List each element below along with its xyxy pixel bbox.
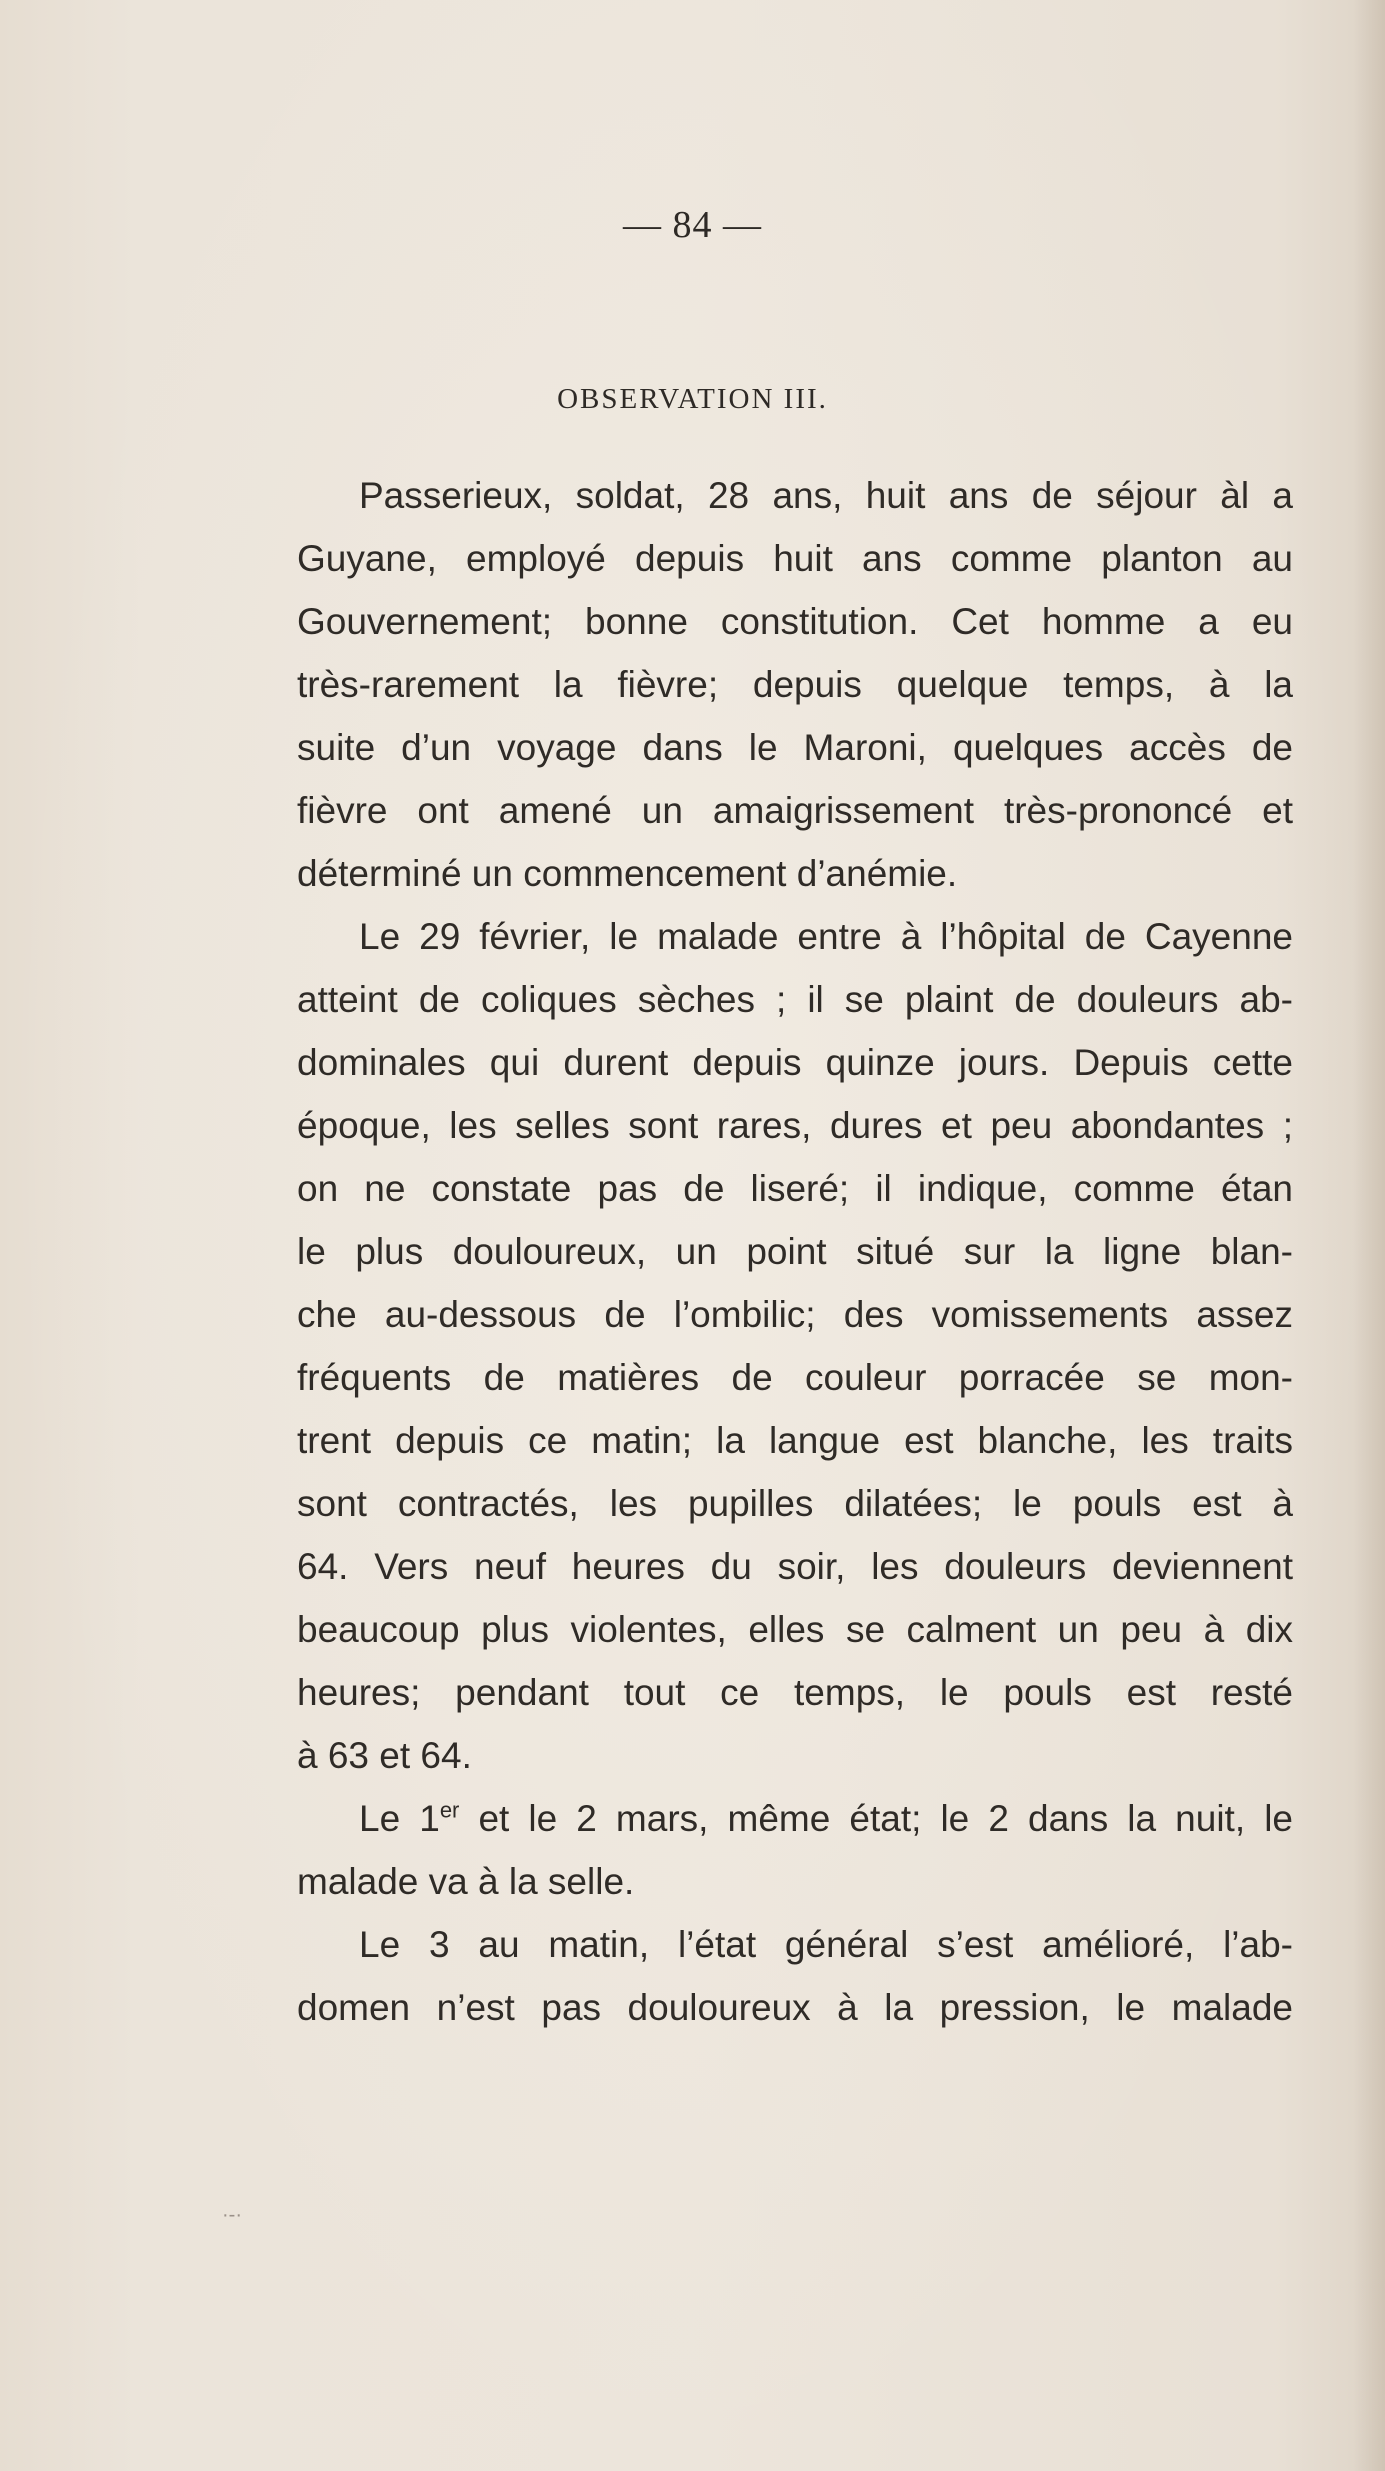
text-line: Gouvernement; bonne constitution. Cet homme a eu: [297, 601, 1293, 642]
text-line: à 63 et 64.: [297, 1735, 472, 1776]
text-line: sont contractés, les pupilles dilatées; le pouls est à: [297, 1483, 1293, 1524]
text-line: atteint de coliques sèches ; il se plaint de douleurs ab-: [297, 979, 1293, 1020]
text-line: heures; pendant tout ce temps, le pouls est resté: [297, 1672, 1293, 1713]
text-line: Passerieux, soldat, 28 ans, huit ans de séjour àl a: [359, 475, 1293, 516]
text-line: Le 3 au matin, l’état général s’est amélioré, l’ab-: [359, 1924, 1293, 1965]
text-line: très-rarement la fièvre; depuis quelque temps, à la: [297, 664, 1293, 705]
observation-heading: OBSERVATION III.: [557, 383, 828, 415]
text-line-part: Le 1: [359, 1798, 440, 1839]
text-line: trent depuis ce matin; la langue est blanche, les traits: [297, 1420, 1293, 1461]
text-line: beaucoup plus violentes, elles se calment un peu à dix: [297, 1609, 1293, 1650]
text-line: suite d’un voyage dans le Maroni, quelques accès de: [297, 727, 1293, 768]
text-line: dominales qui durent depuis quinze jours. Depuis cette: [297, 1042, 1293, 1083]
text-line: déterminé un commencement d’anémie.: [297, 853, 958, 894]
text-line-part: et le 2 mars, même état; le 2 dans la nuit, le: [459, 1798, 1293, 1839]
body-text: [297, 464, 1293, 2039]
margin-speck: ·-·: [222, 2204, 242, 2226]
text-line: on ne constate pas de liseré; il indique, comme étan: [297, 1168, 1293, 1209]
text-line: che au-dessous de l’ombilic; des vomissements assez: [297, 1294, 1293, 1335]
text-line: époque, les selles sont rares, dures et peu abondantes ;: [297, 1105, 1293, 1146]
text-line: 64. Vers neuf heures du soir, les douleurs deviennent: [297, 1546, 1293, 1587]
page-edge-shadow: [1353, 0, 1385, 2471]
page-number: — 84 —: [623, 204, 762, 246]
text-line: malade va à la selle.: [297, 1861, 635, 1902]
text-line: le plus douloureux, un point situé sur la ligne blan-: [297, 1231, 1293, 1272]
text-line: [297, 1787, 1293, 1850]
text-line: Le 29 février, le malade entre à l’hôpital de Cayenne: [359, 916, 1293, 957]
text-line: Guyane, employé depuis huit ans comme planton au: [297, 538, 1293, 579]
text-line: domen n’est pas douloureux à la pression, le malade: [297, 1987, 1293, 2028]
text-line: fréquents de matières de couleur porracée se mon-: [297, 1357, 1293, 1398]
superscript: er: [439, 1797, 460, 1823]
text-line: fièvre ont amené un amaigrissement très-prononcé et: [297, 790, 1293, 831]
